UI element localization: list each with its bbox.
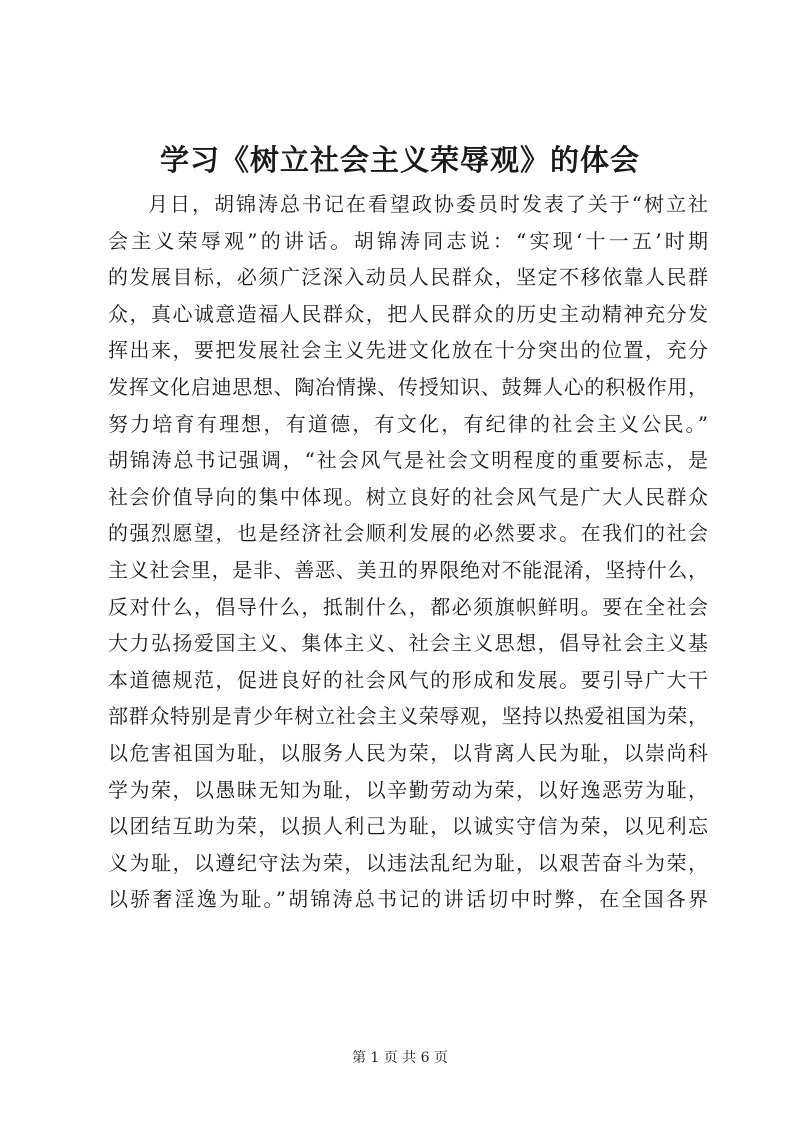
document-body xyxy=(108,186,708,918)
body-line: 反对什么，倡导什么，抵制什么，都必须旗帜鲜明。要在全社会 xyxy=(108,594,708,619)
body-line: 主义社会里，是非、善恶、美丑的界限绝对不能混淆，坚持什么， xyxy=(108,557,708,582)
body-line: 努力培育有理想，有道德，有文化，有纪律的社会主义公民。” xyxy=(108,411,708,436)
body-line: 本道德规范，促进良好的社会风气的形成和发展。要引导广大干 xyxy=(108,667,708,692)
body-line: 胡锦涛总书记强调，“社会风气是社会文明程度的重要标志，是 xyxy=(108,448,708,473)
document-title: 学习《树立社会主义荣辱观》的体会 xyxy=(159,143,640,177)
body-line: 发挥文化启迪思想、陶冶情操、传授知识、鼓舞人心的积极作用， xyxy=(108,374,708,399)
body-line: 社会价值导向的集中体现。树立良好的社会风气是广大人民群众 xyxy=(108,484,708,509)
body-line: 众，真心诚意造福人民群众，把人民群众的历史主动精神充分发 xyxy=(108,301,708,326)
body-line: 学为荣，以愚昧无知为耻，以辛勤劳动为荣，以好逸恶劳为耻， xyxy=(108,777,708,802)
body-line: 挥出来，要把发展社会主义先进文化放在十分突出的位置，充分 xyxy=(108,338,708,363)
body-line: 的强烈愿望，也是经济社会顺利发展的必然要求。在我们的社会 xyxy=(108,521,708,546)
body-line: 会主义荣辱观”的讲话。胡锦涛同志说：“实现‘十一五’时期 xyxy=(108,228,708,253)
body-line: 的发展目标，必须广泛深入动员人民群众，坚定不移依靠人民群 xyxy=(108,265,708,290)
body-line: 以危害祖国为耻，以服务人民为荣，以背离人民为耻，以崇尚科 xyxy=(108,740,708,765)
page-number-footer: 第 1 页 共 6 页 xyxy=(351,1050,449,1066)
body-line: 以骄奢淫逸为耻。”胡锦涛总书记的讲话切中时弊，在全国各界 xyxy=(108,887,708,912)
body-line: 月日，胡锦涛总书记在看望政协委员时发表了关于“树立社 xyxy=(148,192,708,216)
body-line: 大力弘扬爱国主义、集体主义、社会主义思想，倡导社会主义基 xyxy=(108,631,708,656)
body-line: 以团结互助为荣，以损人利己为耻，以诚实守信为荣，以见利忘 xyxy=(108,814,708,839)
body-line: 部群众特别是青少年树立社会主义荣辱观，坚持以热爱祖国为荣， xyxy=(108,704,708,729)
body-line: 义为耻，以遵纪守法为荣，以违法乱纪为耻，以艰苦奋斗为荣， xyxy=(108,850,708,875)
